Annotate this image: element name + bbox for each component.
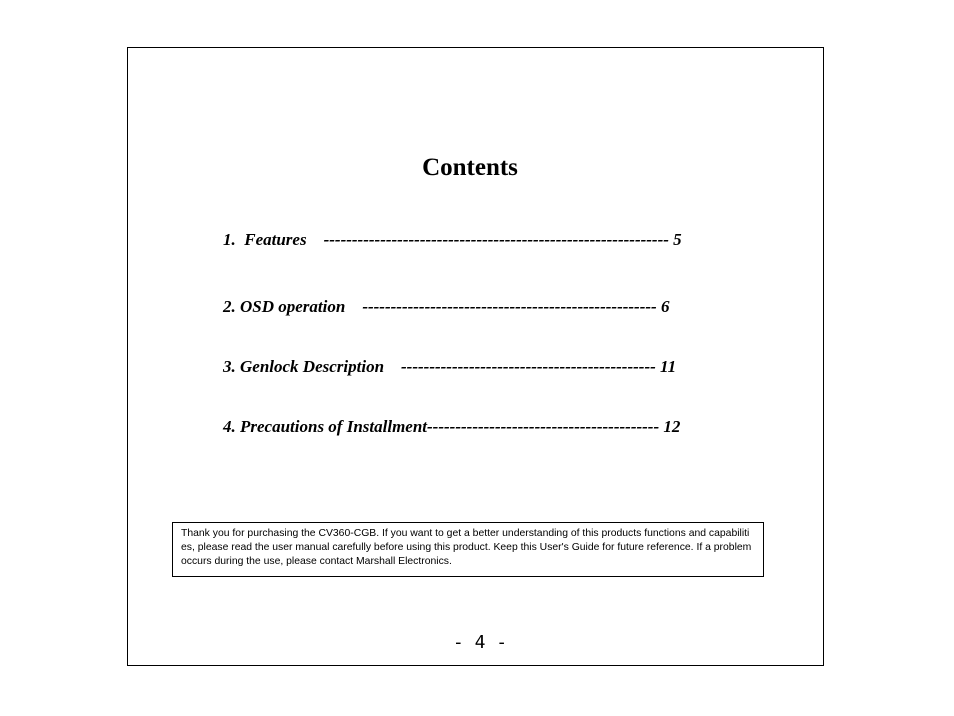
toc-entry-features: 1. Features ------------------------------------------------------------- 5 xyxy=(223,230,682,249)
page-title: Contents xyxy=(422,154,518,181)
page-number: - 4 - xyxy=(452,632,508,653)
notice-box: Thank you for purchasing the CV360-CGB. If you want to get a better understanding of this products functions and capabilities, please read the user manual carefully before using this product. Keep this User's Guide for future reference. If a problem occurs during the use, please contact Marshall Electronics. xyxy=(172,522,764,577)
toc-entry-osd-operation: 2. OSD operation ---------------------------------------------------- 6 xyxy=(223,297,670,316)
toc-entry-precautions: 4. Precautions of Installment----------------------------------------- 12 xyxy=(223,417,681,436)
toc-entry-genlock-description: 3. Genlock Description --------------------------------------------- 11 xyxy=(223,357,677,376)
